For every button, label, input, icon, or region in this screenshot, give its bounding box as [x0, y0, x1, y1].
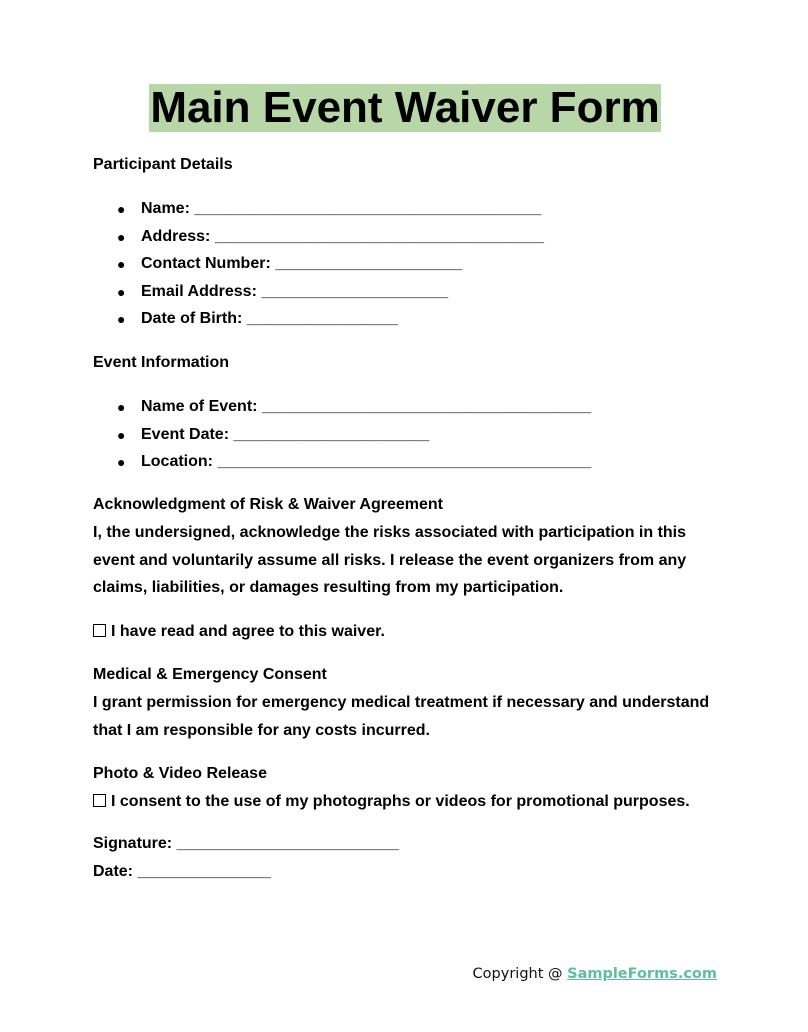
photo-checkbox-label: I consent to the use of my photographs or videos for promotional purposes. [111, 793, 690, 810]
brand-link[interactable]: SampleForms.com [567, 966, 717, 982]
event-location-field: Location: __________________________________________ [141, 453, 592, 470]
checkbox-icon[interactable] [93, 624, 106, 637]
bullet-icon: ● [117, 201, 126, 217]
event-list [93, 397, 591, 480]
date-field: Date: _______________ [93, 863, 271, 880]
participant-email-field: Email Address: _____________________ [141, 282, 449, 300]
bullet-icon: ● [117, 228, 126, 245]
signature-field: Signature: _________________________ [93, 835, 400, 852]
participant-contact-field: Contact Number: _____________________ [141, 255, 463, 272]
participant-list [93, 199, 544, 337]
footer-copyright [473, 966, 717, 982]
bullet-icon: ● [117, 283, 126, 300]
page-title: Main Event Waiver Form [150, 83, 660, 132]
list-item [93, 254, 544, 282]
bullet-icon: ● [117, 426, 126, 443]
photo-checkbox-row[interactable] [93, 792, 690, 812]
waiver-checkbox-label: I have read and agree to this waiver. [111, 623, 385, 640]
checkbox-icon[interactable] [93, 794, 106, 807]
bullet-icon: ● [117, 454, 126, 470]
participant-address-field: Address: _____________________________________ [141, 227, 545, 245]
list-item [93, 452, 591, 480]
medical-heading: Medical & Emergency Consent [93, 666, 327, 683]
list-item [93, 282, 544, 310]
waiver-checkbox-row[interactable] [93, 622, 385, 642]
event-date-field: Event Date: ______________________ [141, 425, 430, 443]
participant-heading: Participant Details [93, 156, 233, 173]
participant-dob-field: Date of Birth: _________________ [141, 310, 399, 327]
event-heading: Event Information [93, 354, 230, 371]
list-item [93, 199, 544, 227]
event-name-field: Name of Event: _____________________________________ [141, 398, 592, 415]
bullet-icon: ● [117, 399, 126, 415]
photo-heading: Photo & Video Release [93, 765, 267, 782]
list-item [93, 397, 591, 425]
list-item [93, 309, 544, 337]
risk-heading: Acknowledgment of Risk & Waiver Agreement [93, 496, 443, 513]
participant-name-field: Name: _______________________________________ [141, 200, 542, 217]
copyright-text: Copyright @ [472, 966, 568, 982]
risk-paragraph: I, the undersigned, acknowledge the risks associated with participation in this event and voluntarily assume all risks. I release the event organizers from any claims, liabilities, or damages resulting from my participation. [93, 524, 687, 597]
bullet-icon: ● [117, 256, 126, 272]
medical-paragraph: I grant permission for emergency medical treatment if necessary and understand that I am responsible for any costs incurred. [93, 694, 710, 739]
list-item [93, 425, 591, 453]
list-item [93, 227, 544, 255]
bullet-icon: ● [117, 311, 126, 327]
title-container [93, 84, 717, 132]
